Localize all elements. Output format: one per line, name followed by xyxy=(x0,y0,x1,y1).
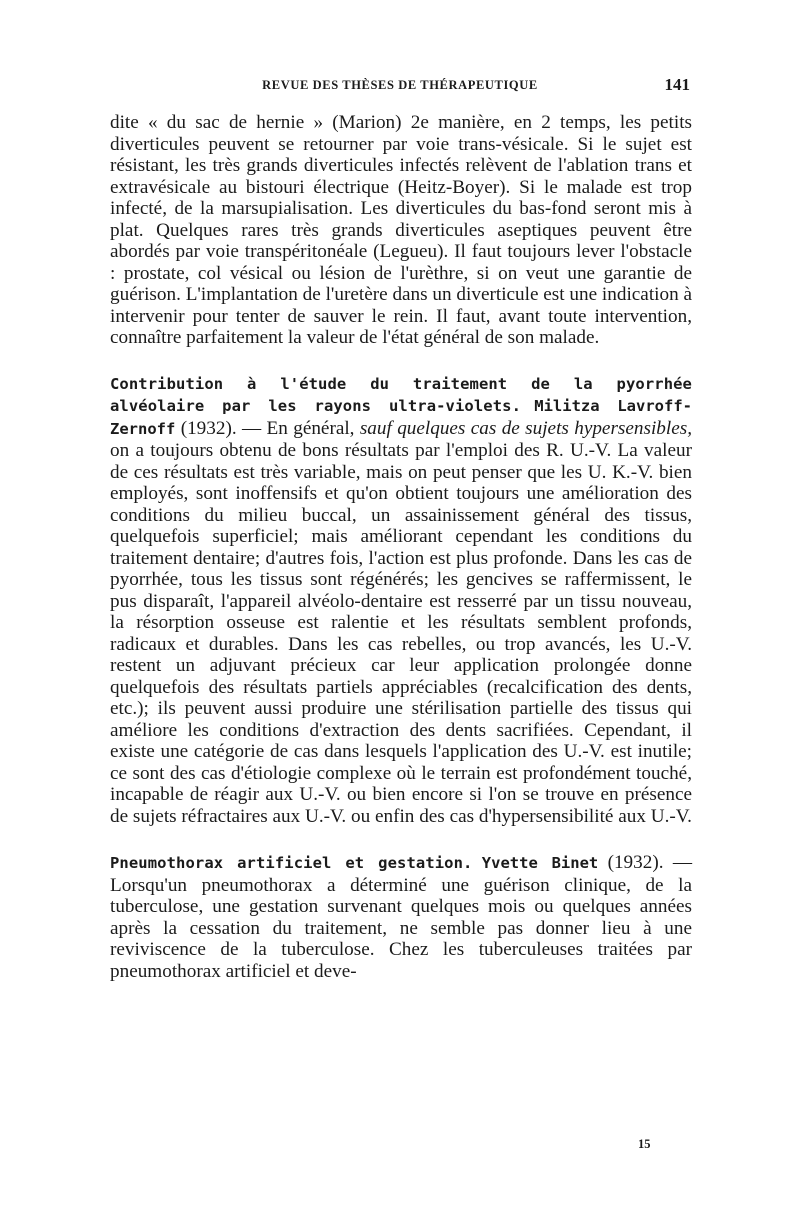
running-title: REVUE DES THÈSES DE THÉRAPEUTIQUE xyxy=(262,78,538,92)
section-year: (1932). xyxy=(607,852,664,873)
page-header xyxy=(110,75,690,100)
section-title: Contribution à l'étude du traitement de la pyorrhée alvéolaire par les rayons ultra-violets. xyxy=(110,374,692,415)
body-text xyxy=(110,112,692,982)
section-author: Militza Lavroff-Zernoff xyxy=(110,397,692,438)
section-title: Pneumothorax artificiel et gestation. xyxy=(110,854,473,872)
section-contribution-uv xyxy=(110,373,692,828)
signature-mark: 15 xyxy=(638,1137,651,1151)
section-italic-phrase: sauf quelques cas de sujets hypersensibles, xyxy=(359,417,692,439)
section-year: (1932). xyxy=(180,417,237,439)
section-body: on a toujours obtenu de bons résultats par l'emploi des R. U.-V. La valeur de ces résultats est très variable, mais on peut penser que les U. K.-V. bien employés, sont inoffensifs et qu'on obtient toujours une amélioration des conditions du milieu buccal, un assainissement général des tissus, quelquefois superficiel; mais améliorant cependant les conditions du traitement dentaire; d'autres fois, l'action est plus profonde. Dans les cas de pyorrhée, tous les tissus sont régénérés; les gencives se raffermissent, le pus disparaît, l'appareil alvéolo-dentaire est resserré par un tissu nouveau, la résorption osseuse est ralentie et les résultats semblent profonds, radicaux et durables. Dans les cas rebelles, ou trop avancés, les U.-V. restent un adjuvant précieux car leur application prolongée donne quelquefois des résultats partiels appréciables (recalcification des dents, etc.); ils peuvent aussi produire une stérilisation partielle des tissus qui améliore les conditions d'extraction des dents sacrifiées. Cependant, il existe une catégorie de cas dans lesquels l'application des U.-V. est inutile; ce sont des cas d'étiologie complexe où le terrain est profondément touché, incapable de réagir aux U.-V. ou bien encore si l'on se trouve en présence de sujets réfractaires aux U.-V. ou enfin des cas d'hypersensibilité aux U.-V. xyxy=(110,440,692,827)
page-number: 141 xyxy=(664,75,690,94)
section-body: — Lorsqu'un pneumothorax a déterminé une guérison clinique, de la tuberculose, une gestation survenant quelques mois ou quelques années après la cessation du traitement, ne semble pas donner lieu à une reviviscence de la tuberculose. Chez les tuberculeuses traitées par pneumothorax artificiel et deve- xyxy=(110,852,692,982)
section-author: Yvette Binet xyxy=(481,854,599,872)
section-pneumothorax xyxy=(110,852,692,982)
section-lead: En général, xyxy=(266,417,355,439)
paragraph-continuation: dite « du sac de hernie » (Marion) 2e manière, en 2 temps, les petits diverticules peuvent se retourner par voie trans-vésicale. Si le sujet est résistant, les très grands diverticules infectés relèvent de l'ablation trans et extravésicale au bistouri électrique (Heitz-Boyer). Si le malade est trop infecté, de la marsupialisation. Les diverticules du bas-fond seront mis à plat. Quelques rares très grands diverticules aseptiques peuvent être abordés par voie transpéritonéale (Legueu). Il faut toujours lever l'obstacle : prostate, col vésical ou lésion de l'urèthre, si on veut une garantie de guérison. L'implantation de l'uretère dans un diverticule est une indication à intervenir pour tenter de sauver le rein. Il faut, avant toute intervention, connaître parfaitement la valeur de l'état général de son malade. xyxy=(110,112,692,348)
section-dash: — xyxy=(242,417,262,439)
